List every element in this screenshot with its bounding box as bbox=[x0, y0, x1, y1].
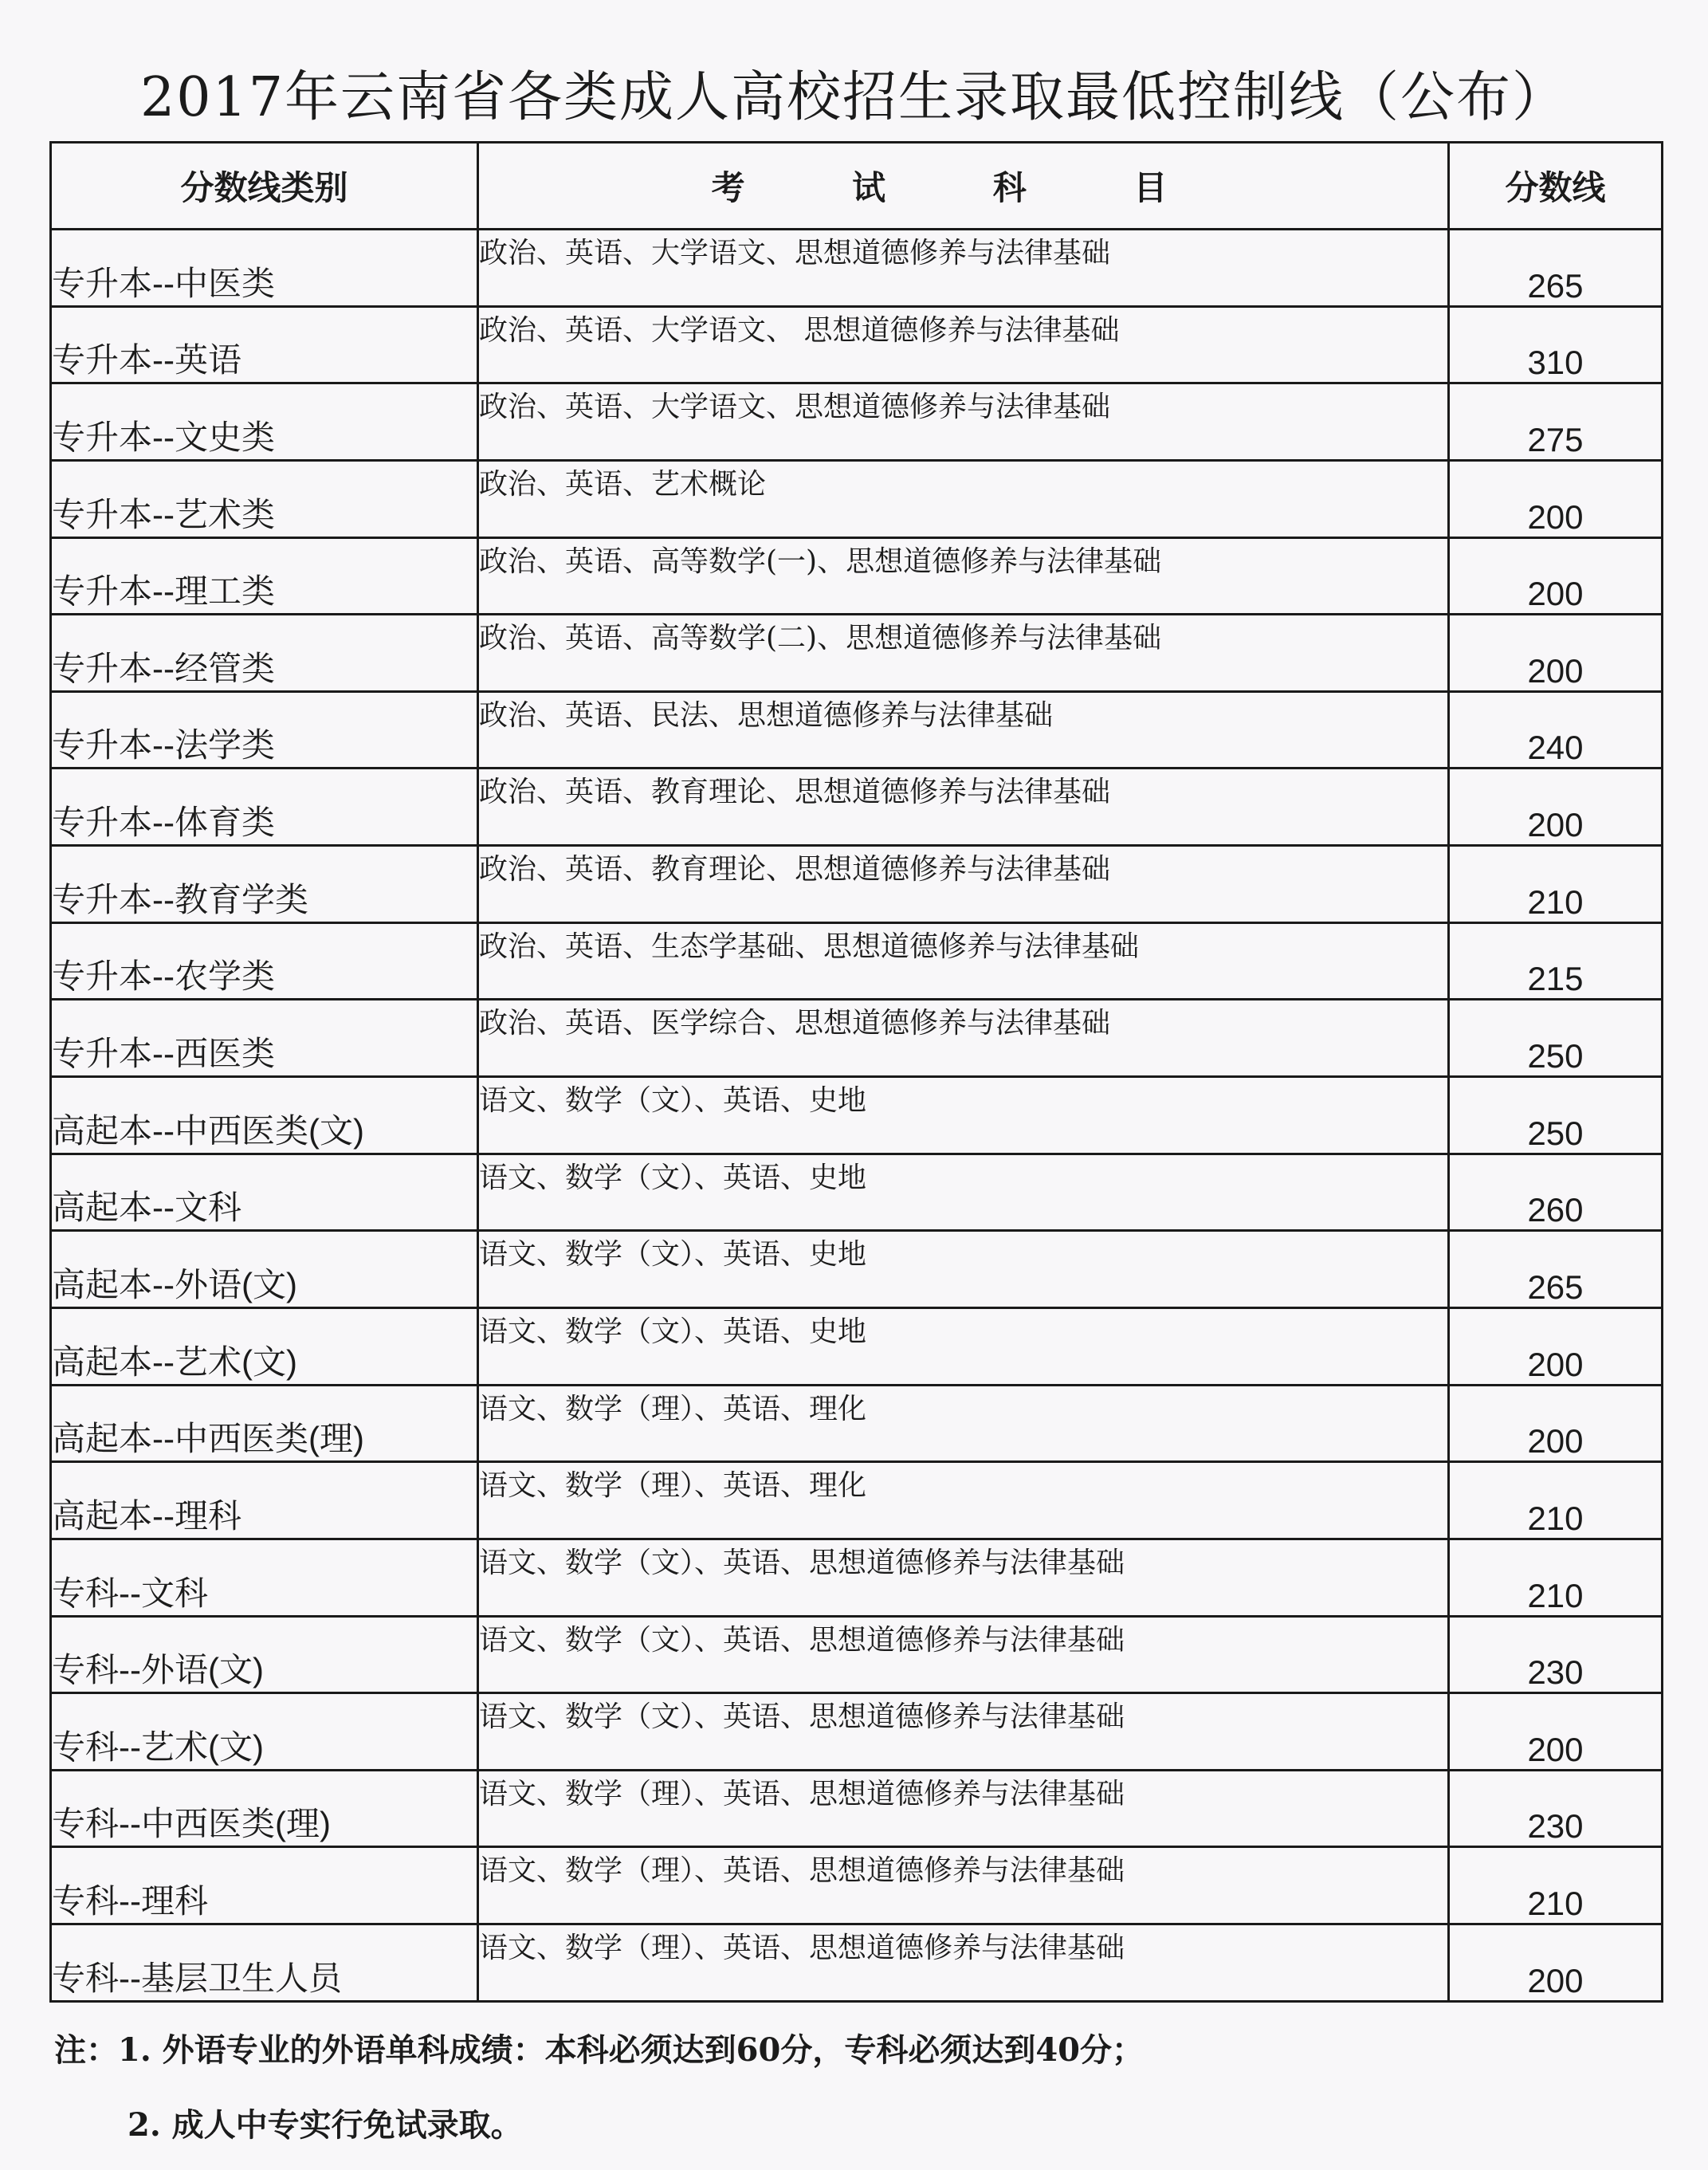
row-subjects: 语文、数学（理）、英语、思想道德修养与法律基础 bbox=[478, 1770, 1449, 1847]
row-subjects: 政治、英语、艺术概论 bbox=[478, 460, 1449, 537]
row-category: 专升本--英语 bbox=[51, 306, 478, 383]
row-category: 高起本--中西医类(理) bbox=[51, 1385, 478, 1462]
row-subjects: 语文、数学（理）、英语、理化 bbox=[478, 1462, 1449, 1539]
row-category: 高起本--中西医类(文) bbox=[51, 1077, 478, 1154]
note-line-1: 注：1. 外语专业的外语单科成绩：本科必须达到60分，专科必须达到40分； bbox=[54, 2031, 1145, 2069]
table-row bbox=[51, 1462, 1663, 1539]
row-score: 200 bbox=[1449, 615, 1663, 692]
row-score: 200 bbox=[1449, 1385, 1663, 1462]
row-subjects: 语文、数学（文）、英语、思想道德修养与法律基础 bbox=[478, 1539, 1449, 1616]
row-category: 高起本--理科 bbox=[51, 1462, 478, 1539]
table-row bbox=[51, 537, 1663, 615]
row-score: 230 bbox=[1449, 1770, 1663, 1847]
table-row bbox=[51, 1000, 1663, 1077]
header-category bbox=[51, 143, 478, 230]
row-score: 275 bbox=[1449, 383, 1663, 461]
row-subjects: 语文、数学（文）、英语、史地 bbox=[478, 1154, 1449, 1231]
row-subjects: 政治、英语、教育理论、思想道德修养与法律基础 bbox=[478, 846, 1449, 923]
row-score: 230 bbox=[1449, 1616, 1663, 1693]
row-category: 专升本--教育学类 bbox=[51, 846, 478, 923]
row-category: 专升本--中医类 bbox=[51, 230, 478, 307]
header-score-label: 分数线 bbox=[1505, 168, 1606, 207]
row-category: 专科--文科 bbox=[51, 1539, 478, 1616]
row-score: 200 bbox=[1449, 537, 1663, 615]
header-score bbox=[1449, 143, 1663, 230]
row-score: 200 bbox=[1449, 1693, 1663, 1771]
row-subjects: 语文、数学（理）、英语、思想道德修养与法律基础 bbox=[478, 1847, 1449, 1924]
row-category: 专升本--理工类 bbox=[51, 537, 478, 615]
row-subjects: 政治、英语、高等数学(一)、思想道德修养与法律基础 bbox=[478, 537, 1449, 615]
table-row bbox=[51, 1924, 1663, 2002]
row-score: 215 bbox=[1449, 922, 1663, 1000]
row-category: 专科--外语(文) bbox=[51, 1616, 478, 1693]
row-subjects: 语文、数学（文）、英语、思想道德修养与法律基础 bbox=[478, 1616, 1449, 1693]
table-row bbox=[51, 922, 1663, 1000]
row-score: 250 bbox=[1449, 1077, 1663, 1154]
row-category: 专升本--艺术类 bbox=[51, 460, 478, 537]
row-score: 250 bbox=[1449, 1000, 1663, 1077]
table-row bbox=[51, 1385, 1663, 1462]
row-subjects: 语文、数学（理）、英语、理化 bbox=[478, 1385, 1449, 1462]
table-row bbox=[51, 383, 1663, 461]
row-category: 专升本--农学类 bbox=[51, 922, 478, 1000]
note-line-2: 2. 成人中专实行免试录取。 bbox=[128, 2106, 523, 2144]
table-row bbox=[51, 1539, 1663, 1616]
row-category: 专升本--体育类 bbox=[51, 769, 478, 846]
row-subjects: 语文、数学（文）、英语、史地 bbox=[478, 1231, 1449, 1308]
row-subjects: 语文、数学（文）、英语、史地 bbox=[478, 1077, 1449, 1154]
row-subjects: 语文、数学（文）、英语、史地 bbox=[478, 1307, 1449, 1385]
row-category: 专升本--经管类 bbox=[51, 615, 478, 692]
row-category: 专升本--文史类 bbox=[51, 383, 478, 461]
header-subjects bbox=[478, 143, 1449, 230]
row-subjects: 政治、英语、大学语文、 思想道德修养与法律基础 bbox=[478, 306, 1449, 383]
row-score: 260 bbox=[1449, 1154, 1663, 1231]
row-subjects: 政治、英语、大学语文、思想道德修养与法律基础 bbox=[478, 230, 1449, 307]
table-row bbox=[51, 691, 1663, 769]
row-subjects: 政治、英语、医学综合、思想道德修养与法律基础 bbox=[478, 1000, 1449, 1077]
row-subjects: 政治、英语、生态学基础、思想道德修养与法律基础 bbox=[478, 922, 1449, 1000]
table-row bbox=[51, 460, 1663, 537]
row-score: 210 bbox=[1449, 846, 1663, 923]
row-category: 专科--理科 bbox=[51, 1847, 478, 1924]
row-score: 200 bbox=[1449, 460, 1663, 537]
row-category: 专升本--法学类 bbox=[51, 691, 478, 769]
row-category: 高起本--文科 bbox=[51, 1154, 478, 1231]
row-score: 200 bbox=[1449, 1307, 1663, 1385]
row-subjects: 政治、英语、高等数学(二)、思想道德修养与法律基础 bbox=[478, 615, 1449, 692]
row-category: 专科--中西医类(理) bbox=[51, 1770, 478, 1847]
row-category: 专科--基层卫生人员 bbox=[51, 1924, 478, 2002]
row-score: 210 bbox=[1449, 1539, 1663, 1616]
table-row bbox=[51, 1077, 1663, 1154]
row-score: 265 bbox=[1449, 1231, 1663, 1308]
row-subjects: 政治、英语、民法、思想道德修养与法律基础 bbox=[478, 691, 1449, 769]
table-row bbox=[51, 846, 1663, 923]
table-row bbox=[51, 1693, 1663, 1771]
row-subjects: 政治、英语、教育理论、思想道德修养与法律基础 bbox=[478, 769, 1449, 846]
row-subjects: 语文、数学（文）、英语、思想道德修养与法律基础 bbox=[478, 1693, 1449, 1771]
header-subjects-label: 考 试 科 目 bbox=[711, 168, 1215, 207]
row-score: 210 bbox=[1449, 1462, 1663, 1539]
row-score: 265 bbox=[1449, 230, 1663, 307]
table-row bbox=[51, 1307, 1663, 1385]
row-category: 专升本--西医类 bbox=[51, 1000, 478, 1077]
row-category: 专科--艺术(文) bbox=[51, 1693, 478, 1771]
table-row bbox=[51, 230, 1663, 307]
row-subjects: 政治、英语、大学语文、思想道德修养与法律基础 bbox=[478, 383, 1449, 461]
row-score: 200 bbox=[1449, 769, 1663, 846]
table-row bbox=[51, 1770, 1663, 1847]
table-row bbox=[51, 1616, 1663, 1693]
row-score: 210 bbox=[1449, 1847, 1663, 1924]
row-subjects: 语文、数学（理）、英语、思想道德修养与法律基础 bbox=[478, 1924, 1449, 2002]
table-row bbox=[51, 615, 1663, 692]
page-title: 2017年云南省各类成人高校招生录取最低控制线（公布） bbox=[139, 66, 1569, 129]
table-row bbox=[51, 1847, 1663, 1924]
row-category: 高起本--外语(文) bbox=[51, 1231, 478, 1308]
row-score: 310 bbox=[1449, 306, 1663, 383]
row-category: 高起本--艺术(文) bbox=[51, 1307, 478, 1385]
table-row bbox=[51, 306, 1663, 383]
table-row bbox=[51, 1231, 1663, 1308]
header-category-label: 分数线类别 bbox=[180, 168, 348, 207]
table-row bbox=[51, 1154, 1663, 1231]
score-table bbox=[49, 141, 1663, 2003]
row-score: 200 bbox=[1449, 1924, 1663, 2002]
row-score: 240 bbox=[1449, 691, 1663, 769]
table-row bbox=[51, 769, 1663, 846]
table-header-row bbox=[51, 143, 1663, 230]
